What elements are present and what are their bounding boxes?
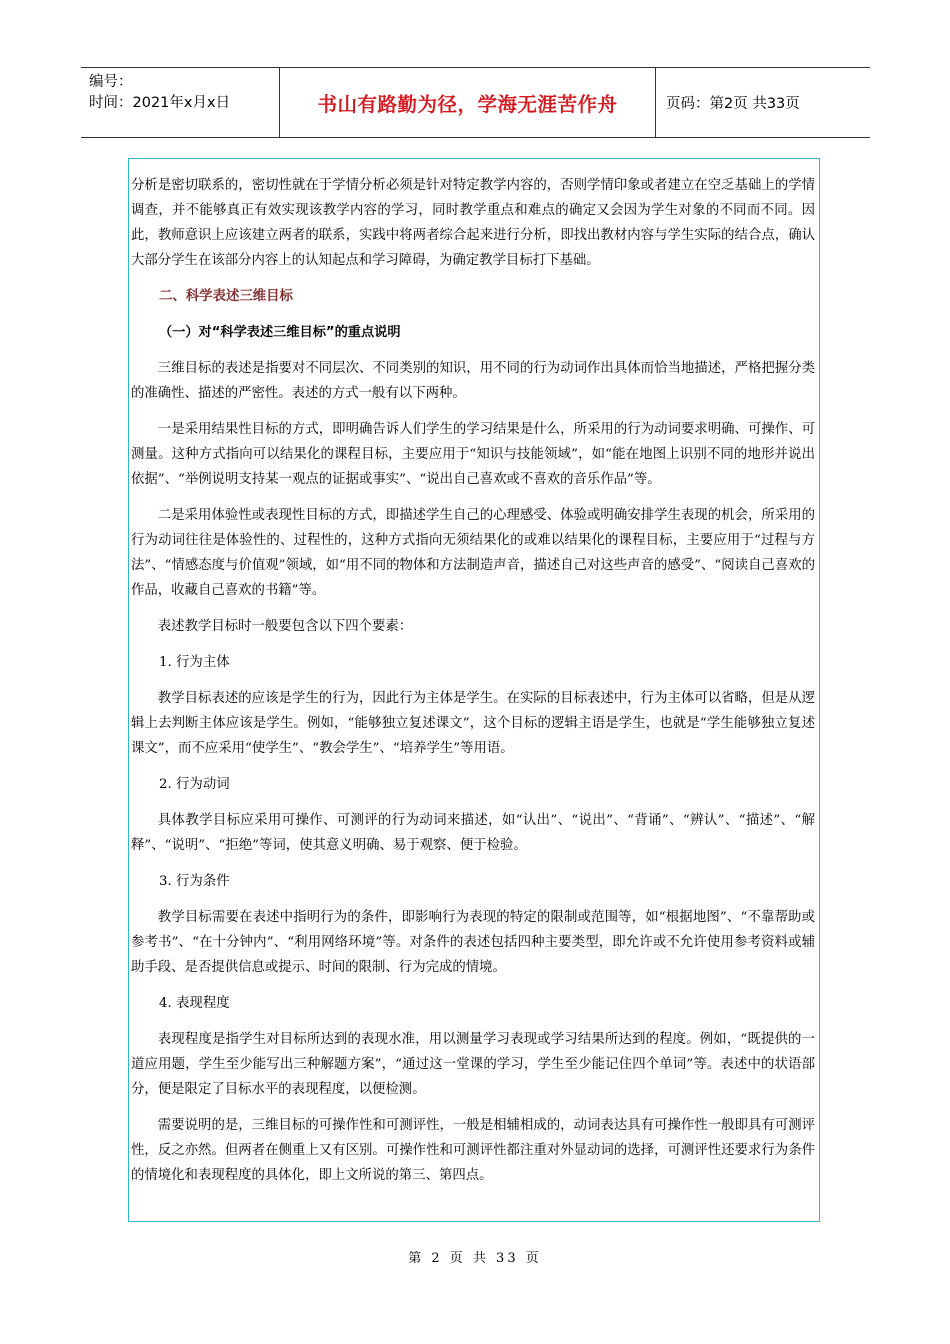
paragraph-intro: 分析是密切联系的，密切性就在于学情分析必须是针对特定教学内容的，否则学情印象或者建立在空乏基础上的学情调查，并不能够真正有效实现该教学内容的学习，同时教学重点和难点的确定又会因为学生对象的不同而不同。因此，教师意识上应该建立两者的联系，实践中将两者综合起来进行分析，即找出教材内容与学生实际的结合点，确认大部分学生在该部分内容上的认知起点和学习障碍，为确定教学目标打下基础。 [131, 178, 815, 268]
paragraph: 具体教学目标应采用可操作、可测评的行为动词来描述，如“认出”、“说出”、“背诵”、“辨认”、“描述”、“解释”、“说明”、“拒绝”等词，使其意义明确、易于观察、便于检验。 [131, 813, 815, 853]
document-body [131, 173, 815, 1188]
subsection-heading: （一）对“科学表述三维目标”的重点说明 [159, 325, 401, 340]
paragraph: 一是采用结果性目标的方式，即明确告诉人们学生的学习结果是什么，所采用的行为动词要求明确、可操作、可测量。这种方式指向可以结果化的课程目标，主要应用于“知识与技能领域”，如“能在地图上识别不同的地形并说出依据”、“举例说明支持某一观点的证据或事实”、“说出自己喜欢或不喜欢的音乐作品”等。 [131, 422, 815, 487]
header-meta [81, 68, 280, 137]
paragraph: 教学目标需要在表述中指明行为的条件，即影响行为表现的特定的限制或范围等，如“根据地图”、“不靠帮助或参考书”、“在十分钟内”、“利用网络环境”等。对条件的表述包括四种主要类型，即允许或不允许使用参考资料或辅助手段、是否提供信息或提示、时间的限制、行为完成的情境。 [131, 910, 815, 975]
time-label: 时间：2021年x月x日 [89, 95, 231, 111]
paragraph: 表现程度是指学生对目标所达到的表现水准，用以测量学习表现或学习结果所达到的程度。例如，“既提供的一道应用题，学生至少能写出三种解题方案”，“通过这一堂课的学习，学生至少能记住四个单词”等。表述中的状语部分，便是限定了目标水平的表现程度，以便检测。 [131, 1032, 815, 1097]
list-item-heading: 3. 行为条件 [159, 874, 230, 889]
paragraph: 三维目标的表述是指要对不同层次、不同类别的知识，用不同的行为动词作出具体而恰当地描述，严格把握分类的准确性、描述的严密性。表述的方式一般有以下两种。 [131, 361, 815, 401]
page-footer: 第 2 页 共 33 页 [408, 1251, 542, 1266]
list-item-heading: 4. 表现程度 [159, 996, 230, 1011]
list-item-heading: 1. 行为主体 [159, 655, 230, 670]
paragraph: 教学目标表述的应该是学生的行为，因此行为主体是学生。在实际的目标表述中，行为主体可以省略，但是从逻辑上去判断主体应该是学生。例如，“能够独立复述课文”，这个目标的逻辑主语是学生，也就是“学生能够独立复述课文”，而不应采用“使学生”、“教会学生”、“培养学生”等用语。 [131, 691, 815, 756]
page-header [81, 67, 870, 138]
content-frame [128, 158, 820, 1222]
paragraph: 二是采用体验性或表现性目标的方式，即描述学生自己的心理感受、体验或明确安排学生表现的机会，所采用的行为动词往往是体验性的、过程性的，这种方式指向无须结果化的或难以结果化的课程目标，主要应用于“过程与方法”、“情感态度与价值观”领域，如“用不同的物体和方法制造声音，描述自己对这些声音的感受”、“阅读自己喜欢的作品，收藏自己喜欢的书籍”等。 [131, 508, 815, 598]
paragraph: 需要说明的是，三维目标的可操作性和可测评性，一般是相辅相成的，动词表达具有可操作性一般即具有可测评性，反之亦然。但两者在侧重上又有区别。可操作性和可测评性都注重对外显动词的选择，可测评性还要求行为条件的情境化和表现程度的具体化，即上文所说的第三、第四点。 [131, 1118, 815, 1183]
header-page-info: 页码：第2页 共33页 [666, 96, 800, 112]
paragraph: 表述教学目标时一般要包含以下四个要素： [157, 619, 413, 634]
header-motto: 书山有路勤为径，学海无涯苦作舟 [280, 68, 656, 137]
section-heading: 二、科学表述三维目标 [159, 289, 293, 304]
number-label: 编号： [89, 74, 133, 90]
list-item-heading: 2. 行为动词 [159, 777, 230, 792]
